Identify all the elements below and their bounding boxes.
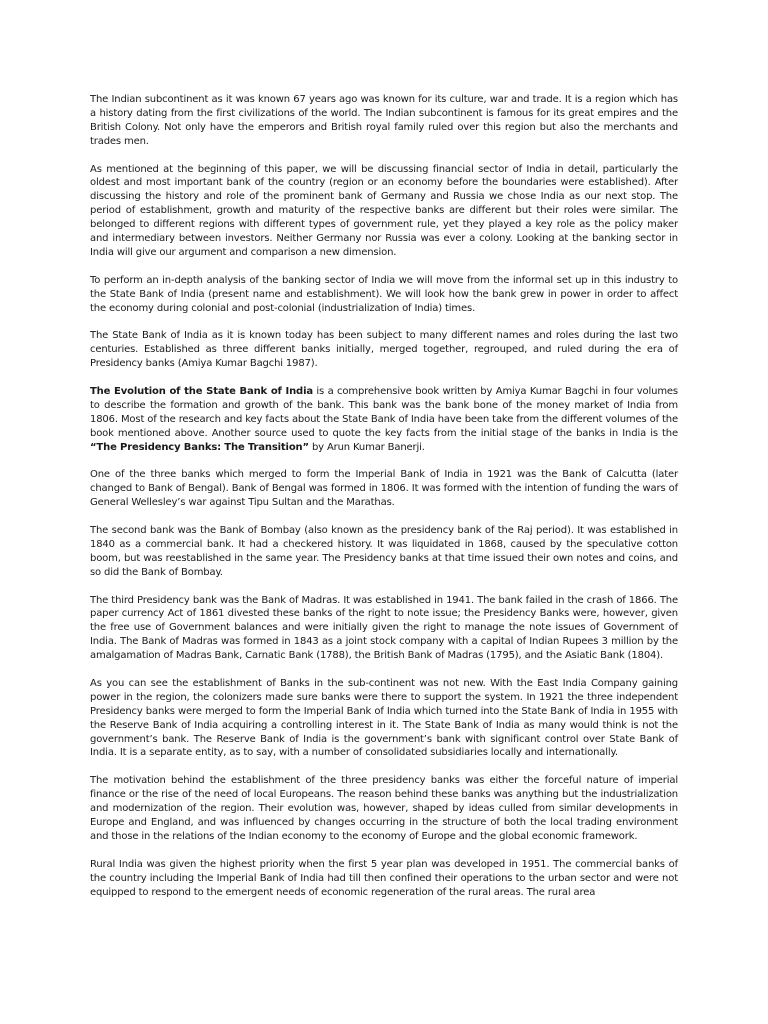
paragraph-rural-india: Rural India was given the highest priority when the first 5 year plan was developed in 1951. The commercial banks of the country including the Imperial Bank of India had till then confined their operations to the urban sector and were not equipped to respond to the emergent needs of economic regeneration of the rural areas. The rural area: [90, 858, 678, 898]
document-body: [90, 93, 678, 913]
paragraph-bank-of-madras: The third Presidency bank was the Bank of Madras. It was established in 1941. The bank failed in the crash of 1866. The paper currency Act of 1861 divested these banks of the right to note issue; the Presidency Banks were, however, given the free use of Government balances and were initially given the right to manage the note issues of Government of India. The Bank of Madras was formed in 1843 as a joint stock company with a capital of Indian Rupees 3 million by the amalgamation of Madras Bank, Carnatic Bank (1788), the British Bank of Madras (1795), and the Asiatic Bank (1804).: [90, 594, 678, 662]
book-author-text: by Arun Kumar Banerji.: [308, 441, 425, 453]
book-title-bold: The Evolution of the State Bank of India: [90, 385, 313, 397]
paragraph-motivation: The motivation behind the establishment of the three presidency banks was either the forceful nature of imperial finance or the rise of the need of local Europeans. The reason behind these banks was anything but the industrialization and modernization of the region. Their evolution was, however, shaped by ideas culled from similar developments in Europe and England, and was influenced by changes occurring in the structure of both the local trading environment and those in the relations of the Indian economy to the economy of Europe and the global economic framework.: [90, 775, 678, 842]
paragraph-intro: The Indian subcontinent as it was known 67 years ago was known for its culture, war and trade. It is a region which has a history dating from the first civilizations of the world. The Indian subcontinent is famous for its great empires and the British Colony. Not only have the emperors and British royal family ruled over this region but also the merchants and trades men.: [90, 94, 678, 147]
book-quote-bold: “The Presidency Banks: The Transition”: [90, 441, 309, 453]
book-description-text: is a comprehensive book written by Amiya Kumar Bagchi in four volumes to describe the formation and growth of the bank. This bank was the bank bone of the money market of India from 1806. Most of the research and key facts about the State Bank of India have been take from the different volumes of the book mentioned above. Another source used to quote the key facts from the initial stage of the banks in India is the: [90, 385, 678, 439]
paragraph-imperial-bank: As you can see the establishment of Banks in the sub-continent was not new. With the East India Company gaining power in the region, the colonizers made sure banks were there to support the system. In 1921 the three independent Presidency banks were merged to form the Imperial Bank of India which turned into the State Bank of India in 1955 with the Reserve Bank of India acquiring a controlling interest in it. The State Bank of India as many would think is not the government’s bank. The Reserve Bank of India is the government’s bank with significant control over State Bank of India. It is a separate entity, as to say, with a number of consolidated subsidiaries locally and internationally.: [90, 677, 678, 759]
paragraph-bank-of-bombay: The second bank was the Bank of Bombay (also known as the presidency bank of the Raj period). It was established in 1840 as a commercial bank. It had a checkered history. It was liquidated in 1868, caused by the speculative cotton boom, but was reestablished in the same year. The Presidency banks at that time issued their own notes and coins, and so did the Bank of Bombay.: [90, 525, 678, 578]
paragraph-bank-of-calcutta: One of the three banks which merged to form the Imperial Bank of India in 1921 was the Bank of Calcutta (later changed to Bank of Bengal). Bank of Bengal was formed in 1806. It was formed with the intention of funding the wars of General Wellesley’s war against Tipu Sultan and the Marathas.: [90, 469, 678, 509]
paragraph-financial-sector: As mentioned at the beginning of this paper, we will be discussing financial sector of India in detail, particularly the oldest and most important bank of the country (region or an economy before the boundaries were established). After discussing the history and role of the prominent bank of Germany and Russia we chose India as our next stop. The period of establishment, growth and maturity of the respective banks are different but their roles were similar. The belonged to different regions with different types of government rule, yet they played a key role as the policy maker and intermediary between investors. Neither Germany nor Russia was ever a colony. Looking at the banking sector in India will give our argument and comparison a new dimension.: [90, 163, 678, 258]
paragraph-analysis-plan: To perform an in-depth analysis of the banking sector of India we will move from the informal set up in this industry to the State Bank of India (present name and establishment). We will look how the bank grew in power in order to affect the economy during colonial and post-colonial (industrialization of India) times.: [90, 274, 678, 314]
paragraph-sbi-history: The State Bank of India as it is known today has been subject to many different names and roles during the last two centuries. Established as three different banks initially, merged together, regrouped, and ruled during the era of Presidency banks (Amiya Kumar Bagchi 1987).: [90, 330, 678, 370]
paragraph-book-references: [90, 385, 678, 455]
